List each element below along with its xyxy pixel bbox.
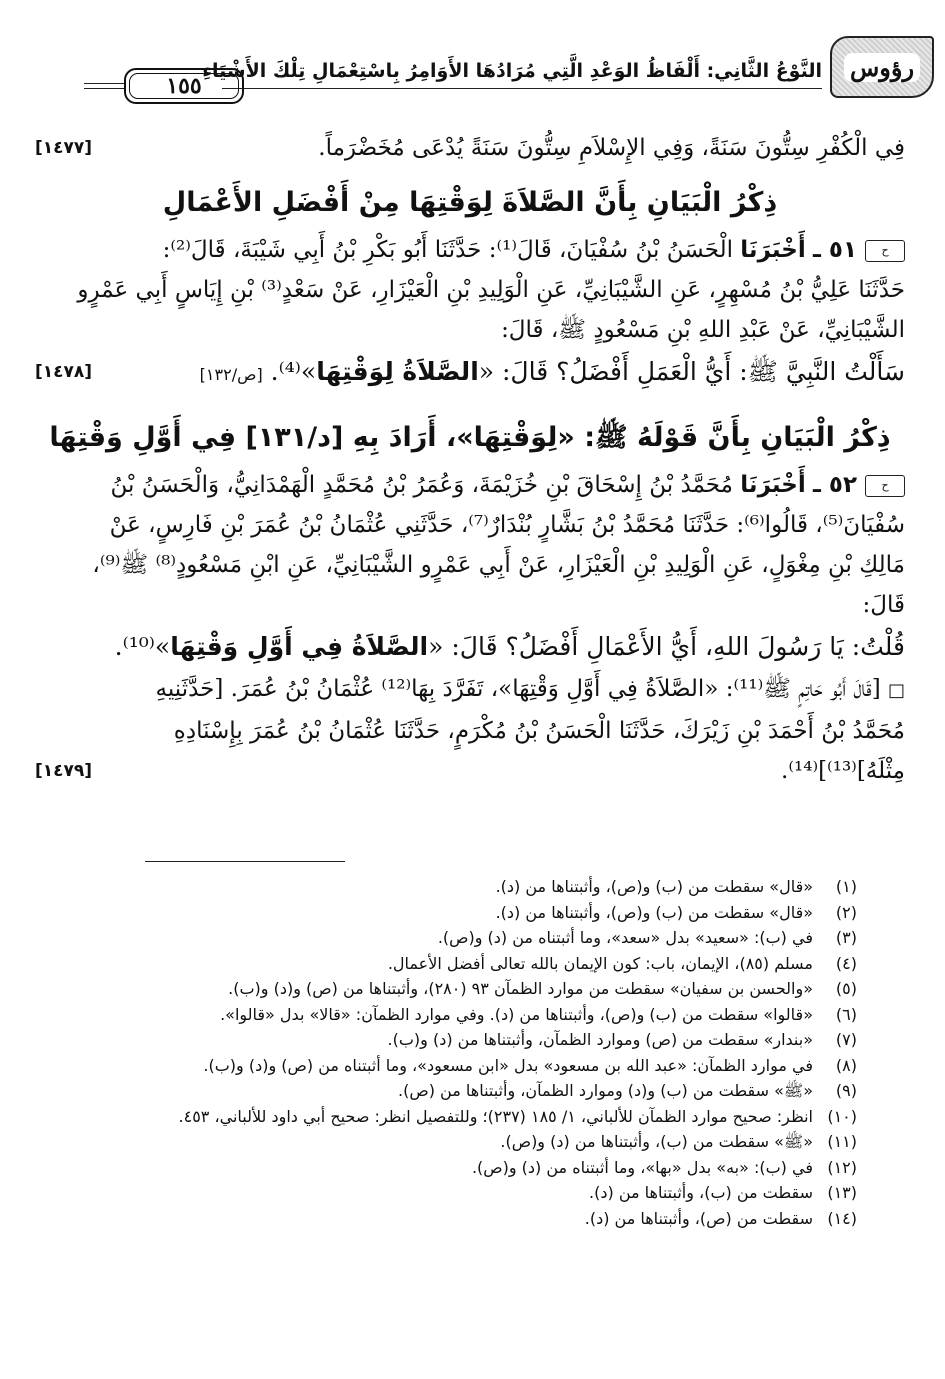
footnote-item bbox=[57, 951, 857, 977]
isnad-text: الشَّيْبَانِيِّ، عَنْ عَبْدِ اللهِ بْنِ مَسْعُودٍ ﷺ، قَالَ: bbox=[501, 317, 905, 343]
isnad-text: الْحَسَنُ بْنُ سُفْيَانَ، قَالَ⁽¹⁾: حَدَّثَنَا أَبُو بَكْرِ بْنُ أَبِي شَيْبَةَ، قَالَ⁽²⁾: bbox=[162, 237, 733, 263]
chapter-heading: ذِكْرُ الْبَيَانِ بِأَنَّ قَوْلَهُ ﷺ: «لِوَقْتِهَا»، أَرَادَ بِهِ [د/١٣١] فِي أَوَّلِ وَقْتِهَا bbox=[49, 422, 891, 453]
section-badge-label: رؤوس bbox=[844, 53, 920, 82]
matn-end: »⁽⁴⁾. bbox=[270, 357, 317, 386]
isnad-text: سُفْيَانَ⁽⁵⁾، قَالُوا⁽⁶⁾: حَدَّثَنَا مُحَمَّدُ بْنُ بَشَّارٍ بُنْدَارٌ⁽⁷⁾، حَدَّثَنِي عُثْمَانُ بْنُ عُمَرَ بْنِ فَارِسٍ، عَنْ bbox=[109, 512, 905, 538]
footnote-item bbox=[57, 1002, 857, 1028]
footnote-item bbox=[57, 1053, 857, 1079]
footnote-number: (٧) bbox=[835, 1030, 857, 1049]
page-number: ١٥٥ bbox=[124, 68, 244, 104]
hadith-ref: [١٤٧٧] bbox=[35, 138, 93, 158]
footnote-text: في (ب): «سعيد» بدل «سعد»، وما أثبتناه من (د) و(ص). bbox=[437, 928, 813, 947]
footnote-text: في موارد الظمآن: «عبد الله بن مسعود» بدل «ابن مسعود»، وما أثبتناه من (ص) و(د) و(ب). bbox=[203, 1055, 813, 1075]
footnote-number: (١١) bbox=[827, 1132, 857, 1151]
footnote-number: (٥) bbox=[835, 979, 857, 998]
note-text: مُحَمَّدُ بْنُ أَحْمَدَ بْنِ زَيْرَكَ، حَدَّثَنَا الْحَسَنُ بْنُ مُكْرَمٍ، حَدَّثَنَا عُثْمَانُ بْنُ عُمَرَ بِإِسْنَادِهِ bbox=[173, 718, 905, 744]
line-text: فِي الْكُفْرِ سِتُّونَ سَنَةً، وَفِي الإِسْلاَمِ سِتُّونَ سَنَةً يُدْعَى مُخَضْرَماً. bbox=[318, 135, 905, 161]
hadith-marker-icon: ح bbox=[865, 240, 905, 262]
footnote-text: «والحسن بن سفيان» سقطت من موارد الظمآن ٩٣ (٢٨٠)، وأثبتناها من (ص) و(د) و(ب). bbox=[228, 979, 813, 998]
footnote-item bbox=[57, 900, 857, 926]
matn-start: سَأَلْتُ النَّبِيَّ ﷺ: أَيُّ الْعَمَلِ أَفْضَلُ؟ قَالَ: « bbox=[478, 357, 905, 386]
text-line bbox=[35, 128, 905, 168]
section-badge bbox=[830, 36, 934, 98]
note-square-icon: □ bbox=[887, 680, 905, 701]
hadith-marker-icon: ح bbox=[865, 475, 905, 497]
matn-bold: الصَّلاَةُ فِي أَوَّلِ وَقْتِهَا bbox=[170, 632, 429, 661]
footnote-text: «قال» سقطت من (ب) و(ص)، وأثبتناها من (د). bbox=[495, 902, 813, 922]
page-number-rule bbox=[84, 83, 124, 84]
hadith-52-line-1 bbox=[35, 465, 905, 505]
footnote-text: «ﷺ» سقطت من (ب) و(د) وموارد الظمآن، وأثبتناها من (ص). bbox=[398, 1081, 813, 1100]
page-number-block bbox=[84, 68, 254, 104]
footnote-item bbox=[57, 1078, 857, 1104]
footnote-item bbox=[57, 1104, 857, 1130]
akhbarana-label: أَخْبَرَنَا bbox=[740, 237, 806, 263]
matn-bold: الصَّلاَةُ لِوَقْتِهَا bbox=[316, 357, 479, 386]
footnote-text: «ﷺ» سقطت من (ب)، وأثبتناها من (د) و(ص). bbox=[500, 1132, 813, 1151]
footnote-text: انظر: صحيح موارد الظمآن للألباني، ١/ ١٨٥ (٢٣٧)؛ وللتفصيل انظر: صحيح أبي داود للألباني، ٤٥٣. bbox=[178, 1106, 813, 1126]
footnote-item bbox=[57, 925, 857, 951]
hadith-number: ٥١ ـ bbox=[813, 237, 857, 263]
isnad-text: مُحَمَّدُ بْنُ إِسْحَاقَ بْنِ خُزَيْمَةَ، وَعُمَرُ بْنُ مُحَمَّدٍ الْهَمْدَانِيُّ، وَالْحَسَنُ بْنُ bbox=[110, 472, 733, 498]
hadith-51-line-3 bbox=[35, 310, 905, 350]
footnote-text: في (ب): «به» بدل «بها»، وما أثبتناه من (د) و(ص). bbox=[471, 1157, 813, 1177]
main-text bbox=[35, 128, 905, 791]
footnote-number: (١٣) bbox=[827, 1183, 857, 1202]
header-rule bbox=[222, 88, 822, 89]
hadith-51-line-1 bbox=[35, 230, 905, 270]
running-title: النَّوْعُ الثَّانِي: أَلْفَاظُ الوَعْدِ الَّتِي مُرَادُهَا الأَوَامِرُ بِاسْتِعْمَالِ تِلْكَ الأَشْيَاءِ bbox=[202, 60, 822, 82]
footnote-text: «قالوا» سقطت من (ب) و(ص)، وأثبتناها من (د). وفي موارد الظمآن: «قالا» بدل «قالوا». bbox=[220, 1004, 813, 1024]
footnote-number: (١٠) bbox=[827, 1106, 857, 1126]
hadith-number: ٥٢ ـ bbox=[813, 472, 857, 498]
footnote-text: «قال» سقطت من (ب) و(ص)، وأثبتناها من (د). bbox=[495, 877, 813, 896]
hadith-52-line-4 bbox=[35, 585, 905, 625]
footnote-number: (٩) bbox=[835, 1081, 857, 1100]
footnote-number: (٦) bbox=[835, 1004, 857, 1024]
footnote-number: (١) bbox=[835, 877, 857, 896]
hadith-52-line-3 bbox=[35, 545, 905, 585]
hadith-52-matn bbox=[35, 625, 905, 669]
footnote-text: «بندار» سقطت من (ص) وموارد الظمآن، وأثبتناها من (د) و(ب). bbox=[387, 1030, 813, 1049]
footnote-item bbox=[57, 1206, 857, 1232]
footnote-item bbox=[57, 1129, 857, 1155]
matn-start: قُلْتُ: يَا رَسُولَ اللهِ، أَيُّ الأَعْمَالِ أَفْضَلُ؟ قَالَ: « bbox=[428, 632, 905, 661]
footnote-item bbox=[57, 1155, 857, 1181]
footnote-text: مسلم (٨٥)، الإيمان، باب: كون الإيمان بالله تعالى أفضل الأعمال. bbox=[387, 953, 813, 973]
footnote-text: سقطت من (ب)، وأثبتناها من (د). bbox=[589, 1183, 813, 1202]
footnote-number: (١٢) bbox=[827, 1157, 857, 1177]
akhbarana-label: أَخْبَرَنَا bbox=[740, 472, 806, 498]
note-line-3 bbox=[35, 751, 905, 791]
footnote-item bbox=[57, 874, 857, 900]
note-text: مِثْلَهُ]⁽¹³⁾]⁽¹⁴⁾. bbox=[781, 758, 905, 784]
hadith-ref: [١٤٧٨] bbox=[35, 362, 93, 382]
footnote-number: (٢) bbox=[835, 902, 857, 922]
note-line-1 bbox=[35, 669, 905, 711]
footnote-number: (٨) bbox=[835, 1055, 857, 1075]
hadith-52-line-2 bbox=[35, 505, 905, 545]
footnote-number: (٤) bbox=[835, 953, 857, 973]
hadith-ref: [١٤٧٩] bbox=[35, 761, 93, 781]
hadith-51-line-2 bbox=[35, 270, 905, 310]
isnad-text: قَالَ: bbox=[862, 592, 905, 618]
footnote-item bbox=[57, 1027, 857, 1053]
footnote-number: (١٤) bbox=[827, 1208, 857, 1228]
footnote-number: (٣) bbox=[835, 928, 857, 947]
page-header bbox=[84, 36, 934, 106]
note-line-2 bbox=[35, 711, 905, 751]
hadith-51-matn bbox=[35, 350, 905, 397]
page-number-rule bbox=[84, 88, 124, 89]
footnote-separator bbox=[145, 861, 345, 862]
footnotes bbox=[57, 874, 857, 1231]
matn-end: »⁽¹⁰⁾. bbox=[114, 632, 171, 661]
isnad-text: حَدَّثَنَا عَلِيُّ بْنُ مُسْهِرٍ، عَنِ الشَّيْبَانِيِّ، عَنِ الْوَلِيدِ بْنِ الْعَيْزَارِ، عَنْ سَعْدٍ⁽³⁾ بْنِ إِيَاسٍ أَبِي عَمْرٍو bbox=[77, 277, 905, 303]
footnote-item bbox=[57, 976, 857, 1002]
page-cross-ref: [ص/١٣٢] bbox=[199, 365, 263, 384]
footnote-item bbox=[57, 1180, 857, 1206]
isnad-text: مَالِكِ بْنِ مِغْوَلٍ، عَنِ الْوَلِيدِ بْنِ الْعَيْزَارِ، عَنْ أَبِي عَمْرٍو الشَّيْبَانِيِّ، عَنِ ابْنِ مَسْعُودٍ⁽⁸⁾ ﷺ⁽⁹⁾، bbox=[92, 552, 905, 578]
note-text: [قَالَ أَبُو حَاتِمٍ ﷺ⁽¹¹⁾: «الصَّلاَةُ فِي أَوَّلِ وَقْتِهَا»، تَفَرَّدَ بِهَا⁽¹²⁾ عُثْمَانُ بْنُ عُمَرَ. [حَدَّثَنِيهِ bbox=[155, 676, 881, 702]
footnote-text: سقطت من (ص)، وأثبتناها من (د). bbox=[584, 1208, 813, 1228]
chapter-heading: ذِكْرُ الْبَيَانِ بِأَنَّ الصَّلاَةَ لِوَقْتِهَا مِنْ أَفْضَلِ الأَعْمَالِ bbox=[162, 187, 778, 218]
